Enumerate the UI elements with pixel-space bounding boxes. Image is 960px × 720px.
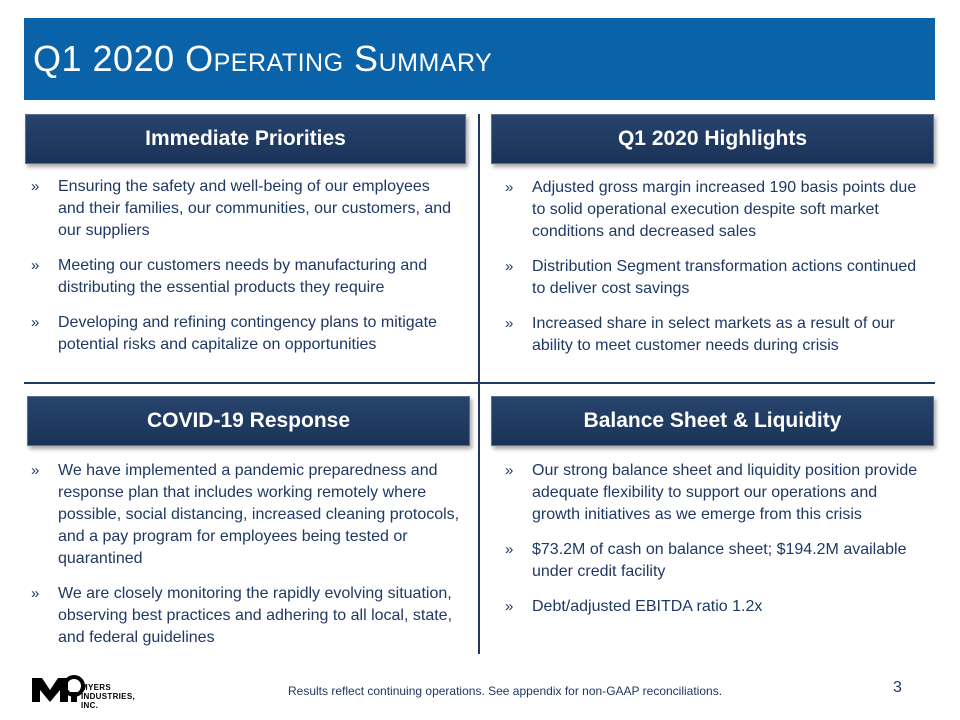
bullet-marker: »: [31, 462, 40, 479]
footnote: Results reflect continuing operations. See appendix for non-GAAP reconciliations.: [288, 684, 723, 698]
bullet-text: We are closely monitoring the rapidly evolving situation, observing best practices and adhering to all local, state, and federal guidelines: [58, 585, 453, 646]
bullet-item: [25, 176, 460, 242]
balance-sheet-list: [499, 460, 924, 631]
bullet-marker: »: [31, 585, 40, 602]
bullet-text: Adjusted gross margin increased 190 basis points due to solid operational execution despite soft market conditions and decreased sales: [532, 179, 917, 240]
bullet-marker: »: [31, 257, 40, 274]
bullet-text: We have implemented a pandemic preparedness and response plan that includes working remotely where possible, social distancing, increased cleaning protocols, and a pay program for employees being tested or quarantined: [58, 462, 460, 567]
bullet-item: [25, 312, 460, 356]
bullet-item: [499, 313, 924, 357]
highlights-list: [499, 177, 924, 370]
bullet-item: [499, 460, 924, 526]
slide-title: Q1 2020 Operating Summary: [33, 38, 493, 79]
bullet-marker: »: [31, 314, 40, 331]
bullet-marker: »: [505, 598, 514, 615]
bullet-text: Debt/adjusted EBITDA ratio 1.2x: [532, 598, 763, 615]
bullet-item: [499, 256, 924, 300]
highlights-header: Q1 2020 Highlights: [491, 114, 934, 164]
balance-sheet-header: Balance Sheet & Liquidity: [491, 396, 934, 446]
bullet-item: [25, 583, 465, 649]
bullet-text: Ensuring the safety and well-being of our employees and their families, our communities, our customers, and our suppliers: [58, 178, 452, 239]
bullet-item: [25, 460, 465, 570]
covid-response-header: COVID-19 Response: [27, 396, 470, 446]
immediate-priorities-header: Immediate Priorities: [25, 114, 466, 164]
covid-response-list: [25, 460, 465, 662]
page-number: 3: [893, 679, 902, 696]
bullet-text: Our strong balance sheet and liquidity position provide adequate flexibility to support our operations and growth initiatives as we emerge from this crisis: [532, 462, 918, 523]
logo-line-1: MYERS: [81, 683, 111, 692]
logo-line-3: INC.: [81, 701, 99, 710]
bullet-item: [499, 177, 924, 243]
bullet-text: $73.2M of cash on balance sheet; $194.2M available under credit facility: [532, 541, 907, 580]
logo-line-2: INDUSTRIES,: [81, 692, 135, 701]
vertical-divider: [478, 114, 480, 654]
bullet-text: Meeting our customers needs by manufacturing and distributing the essential products they require: [58, 257, 428, 296]
bullet-marker: »: [505, 462, 514, 479]
bullet-text: Increased share in select markets as a result of our ability to meet customer needs during crisis: [532, 315, 895, 354]
bullet-item: [499, 539, 924, 583]
bullet-text: Developing and refining contingency plans to mitigate potential risks and capitalize on opportunities: [58, 314, 437, 353]
logo-wordmark: [81, 683, 135, 710]
bullet-marker: »: [505, 179, 514, 196]
bullet-marker: »: [505, 258, 514, 275]
bullet-item: [25, 255, 460, 299]
immediate-priorities-list: [25, 176, 460, 369]
bullet-text: Distribution Segment transformation actions continued to deliver cost savings: [532, 258, 917, 297]
bullet-marker: »: [505, 541, 514, 558]
bullet-marker: »: [505, 315, 514, 332]
bullet-item: [499, 596, 924, 618]
bullet-marker: »: [31, 178, 40, 195]
horizontal-divider: [24, 382, 935, 384]
